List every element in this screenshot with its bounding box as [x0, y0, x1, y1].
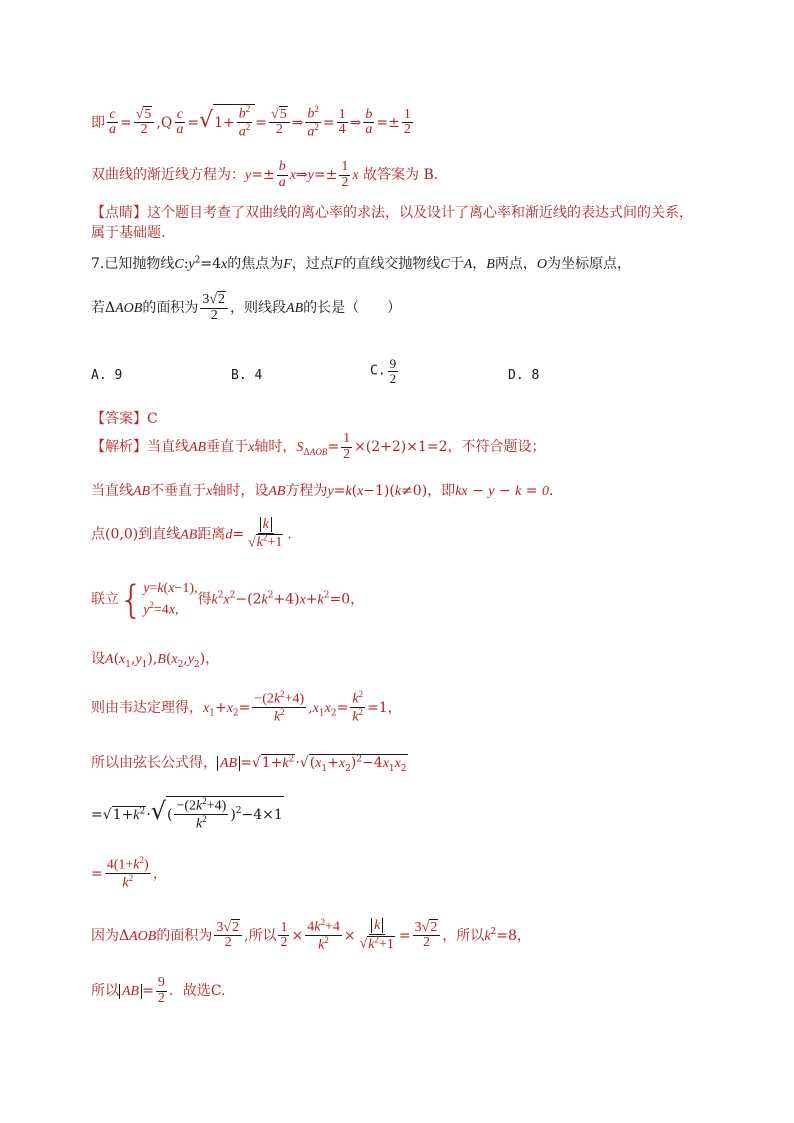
answer — [91, 408, 158, 428]
option-c-label: C. — [370, 363, 386, 379]
line-asymptote: 双曲线的渐近线方程为：y=± $\frac{b}{a}$ x⇒y=± $\frac{1}{2}$ x 故答案为 B. — [91, 159, 439, 190]
jiexi-10: 因为ΔAOB的面积为 $\frac{3√2}{2}$ ,所以 $\frac{1}{2}$ × $\frac{4k^2+4}{k^2}$ × $\frac{k}{√k^2+1}$ = $\frac{3√2}{2}$ ，所以$k^2=8$， — [91, 917, 531, 953]
text: 因为 — [91, 927, 119, 944]
answer-value: C — [147, 411, 158, 427]
text: 到直线 — [138, 526, 181, 543]
text: 的面积为 — [142, 300, 199, 317]
text: 得 — [197, 591, 212, 608]
text: 当直线 — [91, 483, 133, 499]
text: 联立 — [91, 591, 119, 608]
text: 的焦点为 — [227, 256, 284, 272]
text: 方程为 — [285, 483, 328, 499]
jiexi-5: 设$A(x_1,y_1),B(x_2,y_2)$， — [91, 651, 220, 670]
text: 的长是（ ） — [303, 300, 402, 317]
dianjing — [91, 202, 693, 222]
text: 所以由弦长公式得， — [91, 755, 217, 771]
text: 设 — [91, 651, 105, 667]
line-eccentricity: 即 $\frac{c}{a}$ = $\frac{√5}{2}$ ,Q $\frac{c}{a}$ =√1+ $\frac{b^2}{a^2}$ = $\frac{√5}{2}$ ⇒ $\frac{b^2}{a^2}$ = $\frac{1}{4}$ ⇒ $\frac{b}{a}$ =± $\frac{1}{2}$ — [91, 104, 411, 140]
text: ， — [472, 256, 487, 272]
jiexi-6: 则由韦达定理得，$x_1+x_2=$ $\frac{-(2k^2+4)}{k^2}$ $,x_1x_2=$ $\frac{k^2}{k^2}$ =1， — [91, 689, 402, 725]
text: 即 — [91, 114, 105, 131]
option-b: B. 4 — [231, 368, 263, 383]
text: ，即 — [427, 483, 456, 499]
dianjing-2 — [91, 222, 165, 242]
text: ，不符合题设； — [447, 439, 546, 456]
question-7-line1: 7.已知抛物线$C:y^2=4x$的焦点为F，过点F的直线交抛物线C于A，B两点，O为坐标原点， — [91, 255, 631, 272]
jiexi-8: $=√1+k^2\cdot√$( $\frac{-(2k^2+4)}{k^2}$ )$^2$−4×1 — [91, 796, 283, 832]
text: 属于基础题. — [91, 225, 166, 241]
jiexi-2: 当直线AB不垂直于x轴时，设AB方程为y=k(x−1)(k≠0)，即kx − y − k = 0. — [91, 483, 554, 499]
jiexi-7: 所以由弦长公式得， AB $=√1+k^2\cdot√(x_1+x_2)^2-4x_1x_2$ — [91, 754, 407, 774]
text: 于 — [449, 256, 464, 272]
text: 这个题目考查了双曲线的离心率的求法，以及设计了离心率和渐近线的表达式间的关系， — [147, 205, 693, 221]
text: 若 — [91, 300, 105, 317]
text: 当直线 — [147, 439, 189, 456]
tag: 【答案】 — [91, 411, 147, 427]
text: 的直线交抛物线 — [342, 256, 441, 272]
jiexi-11: 所以 AB = $\frac{9}{2}$ ．故选C. — [91, 975, 226, 1006]
jiexi-4: 联立{ y=k(x−1), $y^2=4x$, 得$k^2x^2-(2k^2+4)x+k^2=0$， — [91, 577, 365, 622]
text: 轴时，设 — [212, 483, 269, 499]
tag: 【点睛】 — [91, 205, 147, 221]
text: 轴时， — [254, 439, 297, 456]
tag: 【解析】 — [91, 439, 147, 456]
text: ．故选 — [168, 983, 211, 1000]
text: 双曲线的渐近线方程为： — [91, 167, 245, 184]
text: 距离 — [197, 526, 226, 543]
option-d: D. 8 — [508, 368, 540, 383]
text: 不垂直于 — [150, 483, 207, 499]
option-c: C. $\frac{9}{2}$ — [370, 356, 397, 386]
text: 所以 — [248, 927, 277, 944]
jiexi-9: = $\frac{4(1+k^2)}{k^2}$ ， — [91, 855, 167, 891]
text: 点 — [91, 526, 105, 543]
text: ，所以 — [442, 927, 485, 944]
text: 7.已知抛物线 — [91, 256, 175, 272]
text: 垂直于 — [206, 439, 249, 456]
question-7-line2: 若ΔAOB的面积为 $\frac{3√2}{2}$ ，则线段AB的长是（ ） — [91, 292, 402, 323]
jiexi-1: 【解析】当直线AB垂直于x轴时，$S_{\Delta AOB}=$ $\frac{1}{2}$ ×(2+2)×1=2，不符合题设； — [91, 431, 546, 462]
text: ，过点 — [291, 256, 334, 272]
text: 两点， — [494, 256, 537, 272]
text: 故答案为 B. — [358, 167, 439, 184]
text: 则由韦达定理得， — [91, 699, 203, 716]
text: 的面积为 — [156, 927, 213, 944]
text: C. — [210, 983, 226, 1000]
jiexi-3: 点(0,0)到直线AB距离d= $\frac{k}{√k^2+1}$ . — [91, 517, 292, 551]
text: ，则线段 — [230, 300, 287, 317]
text: 所以 — [91, 983, 119, 1000]
text: 为坐标原点， — [546, 256, 631, 272]
option-a: A. 9 — [91, 368, 123, 383]
